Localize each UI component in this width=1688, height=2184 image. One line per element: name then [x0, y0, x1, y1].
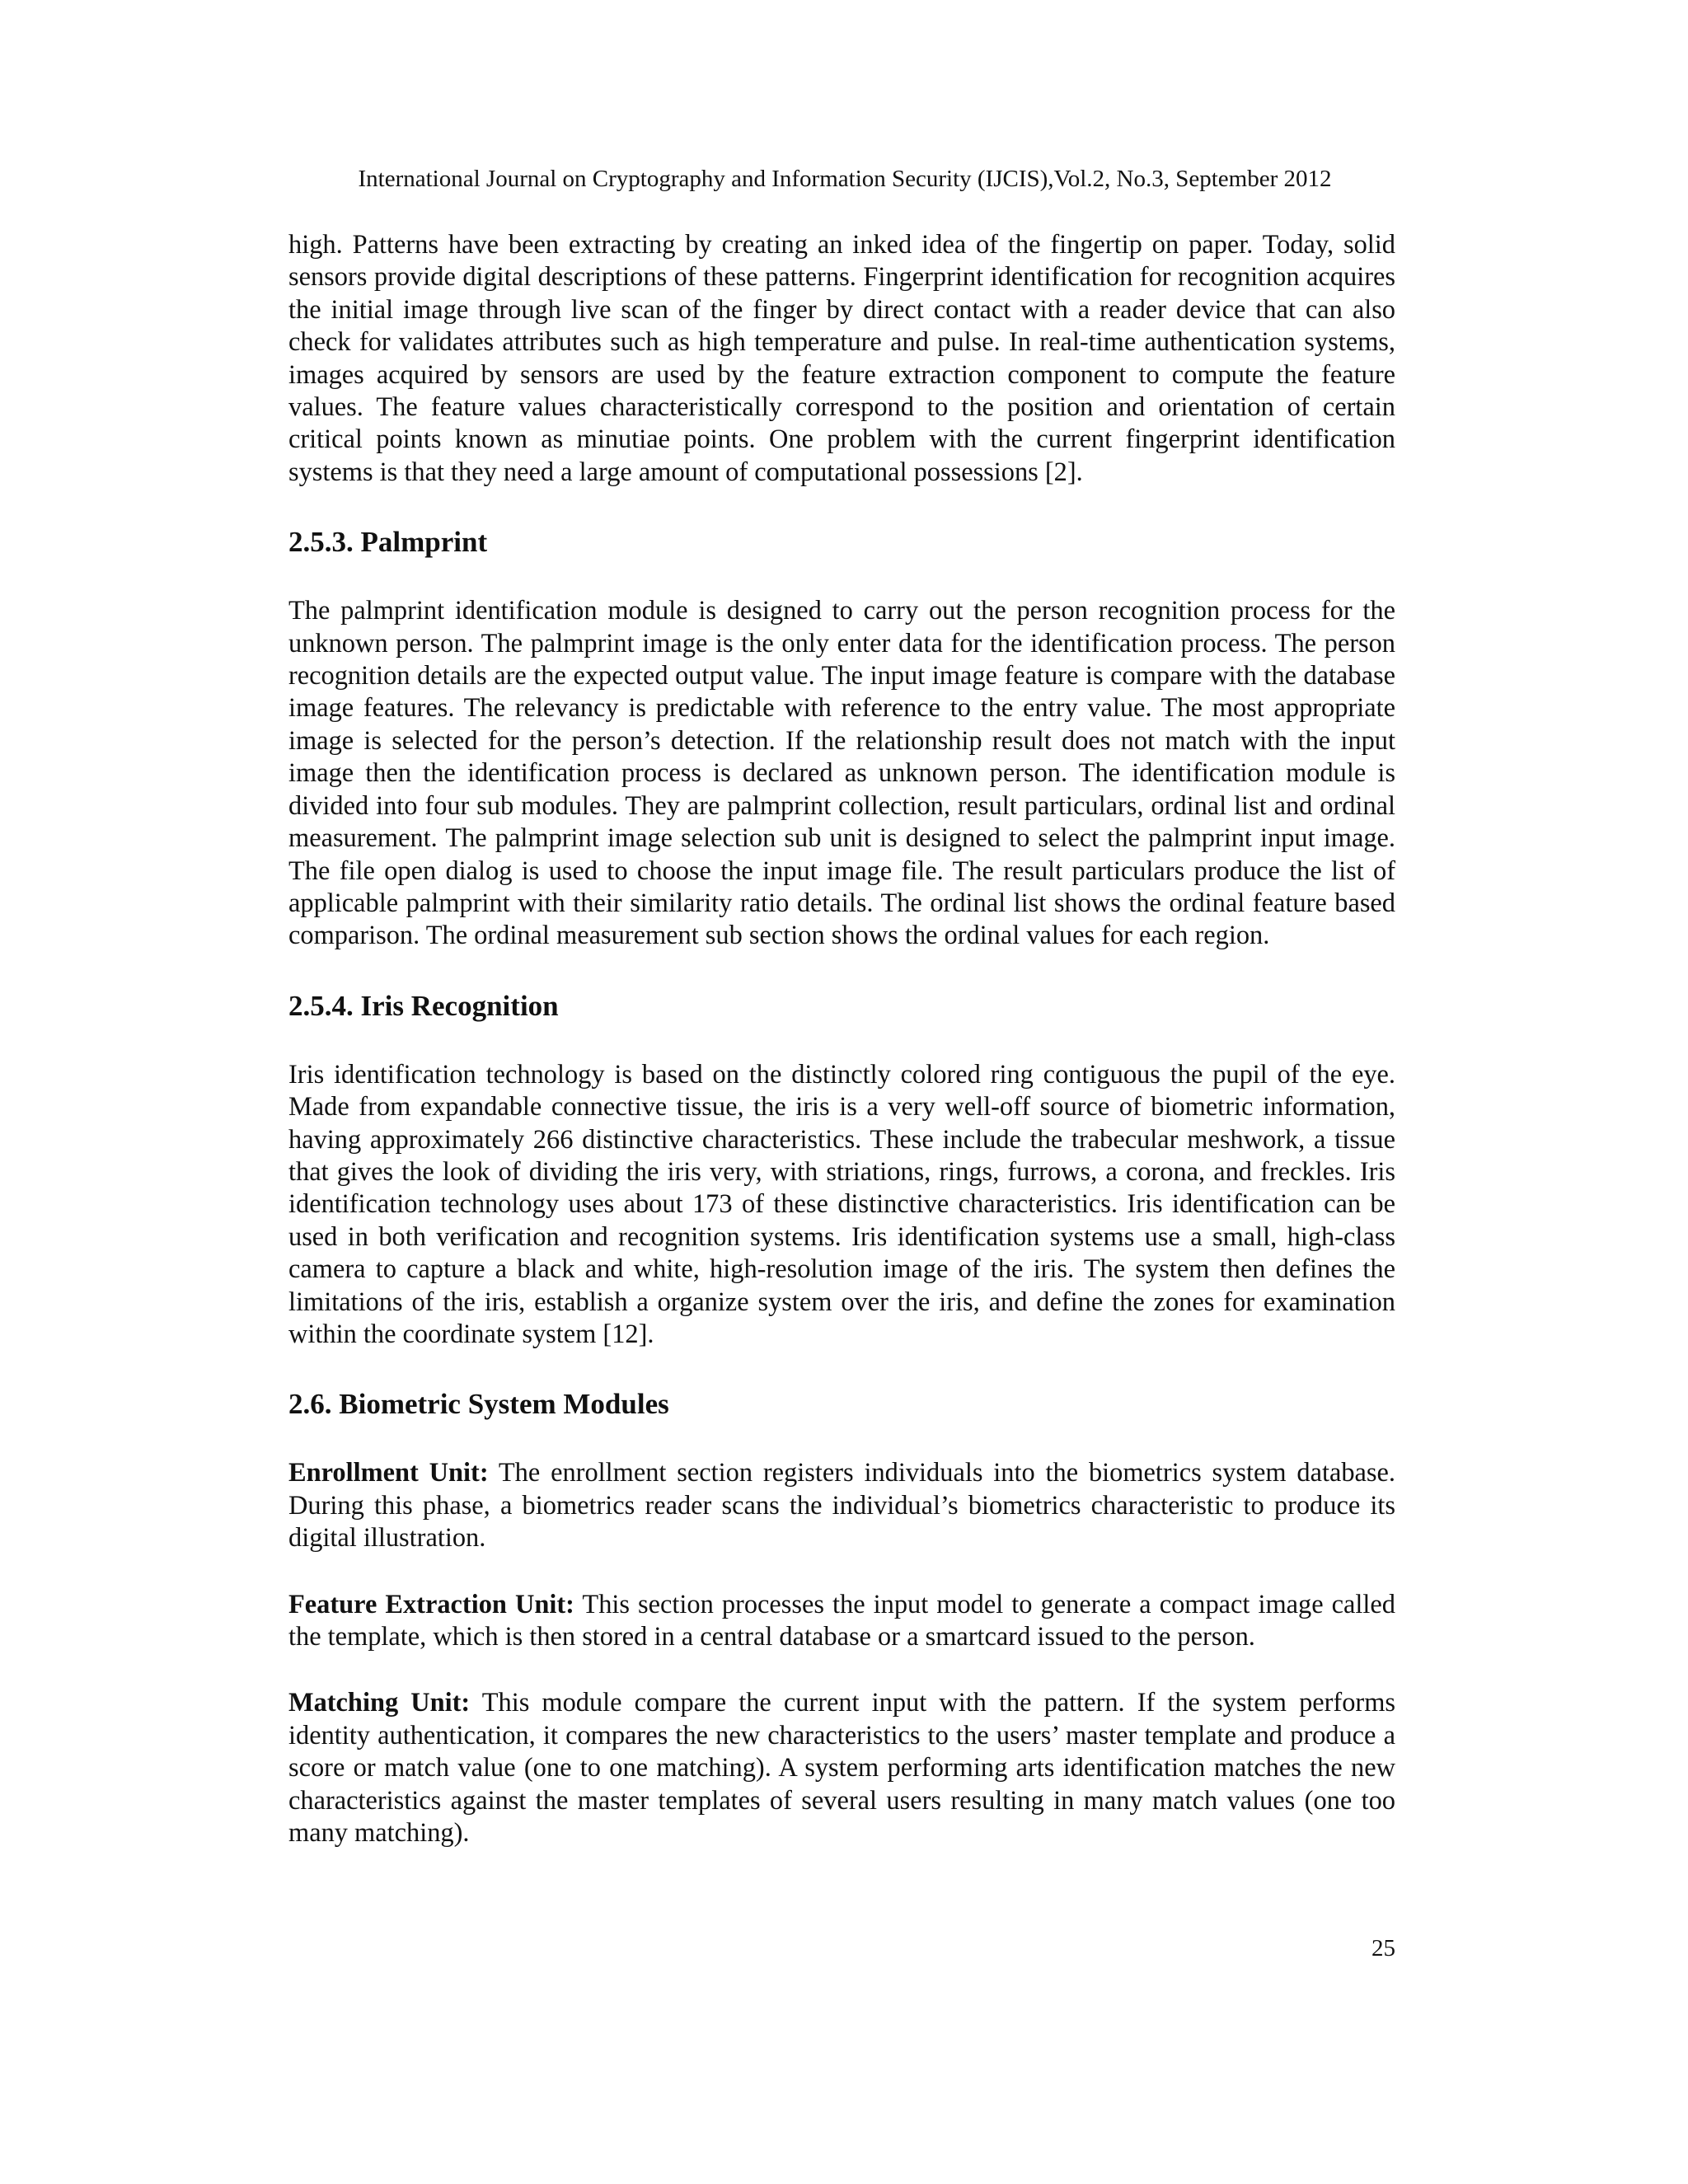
palmprint-paragraph: The palmprint identification module is designed to carry out the person recognition process for the unknown person. The palmprint image is the only enter data for the identification process. The person recognition details are the expected output value. The input image feature is compare with the database image features. The relevancy is predictable with reference to the entry value. The most appropriate image is selected for the person’s detection. If the relationship result does not match with the input image then the identification process is declared as unknown person. The identification module is divided into four sub modules. They are palmprint collection, result particulars, ordinal list and ordinal measurement. The palmprint image selection sub unit is designed to select the palmprint input image. The file open dialog is used to choose the input image file. The result particulars produce the list of applicable palmprint with their similarity ratio details. The ordinal list shows the ordinal feature based comparison. The ordinal measurement sub section shows the ordinal values for each region. — [288, 596, 1395, 951]
enrollment-unit-paragraph — [288, 1457, 1395, 1554]
matching-unit-paragraph — [288, 1687, 1395, 1849]
matching-unit-label: Matching Unit: — [288, 1688, 471, 1718]
section-heading-iris-recognition: 2.5.4. Iris Recognition — [288, 989, 559, 1022]
feature-extraction-unit-label: Feature Extraction Unit: — [288, 1589, 574, 1619]
intro-paragraph: high. Patterns have been extracting by creating an inked idea of the fingertip on paper. Today, solid sensors provide digital descriptions of these patterns. Fingerprint identification for recognition acquires the initial image through live scan of the finger by direct contact with a reader device that can also check for validates attributes such as high temperature and pulse. In real-time authentication systems, images acquired by sensors are used by the feature extraction component to compute the feature values. The feature values characteristically correspond to the position and orientation of certain critical points known as minutiae points. One problem with the current fingerprint identification systems is that they need a large amount of computational possessions [2]. — [288, 230, 1395, 487]
feature-extraction-unit-paragraph — [288, 1589, 1395, 1654]
iris-paragraph: Iris identification technology is based on the distinctly colored ring contiguous the pupil of the eye. Made from expandable connective tissue, the iris is a very well-off source of biometric information, having approximately 266 distinctive characteristics. These include the trabecular meshwork, a tissue that gives the look of dividing the iris very, with striations, rings, furrows, a corona, and freckles. Iris identification technology uses about 173 of these distinctive characteristics. Iris identification can be used in both verification and recognition systems. Iris identification systems use a small, high-class camera to capture a black and white, high-resolution image of the iris. The system then defines the limitations of the iris, establish a organize system over the iris, and define the zones for examination within the coordinate system [12]. — [288, 1059, 1395, 1349]
section-heading-palmprint: 2.5.3. Palmprint — [288, 526, 488, 559]
matching-unit-text: This module compare the current input with the pattern. If the system performs identity authentication, it compares the new characteristics to the users’ master template and produce a score or match value (one to one matching). A system performing arts identification matches the new characteristics against the master templates of several users resulting in many match values (one too many matching). — [288, 1688, 1395, 1849]
page-number: 25 — [1372, 1935, 1395, 1961]
section-heading-biometric-modules: 2.6. Biometric System Modules — [288, 1388, 669, 1421]
enrollment-unit-text: The enrollment section registers individuals into the biometrics system database. During this phase, a biometrics reader scans the individual’s biometrics characteristic to produce its digital illustration. — [288, 1458, 1395, 1554]
running-header: International Journal on Cryptography and Information Security (IJCIS),Vol.2, No.3, September 2012 — [358, 166, 1332, 192]
body-column — [288, 229, 1395, 1849]
enrollment-unit-label: Enrollment Unit: — [288, 1458, 489, 1488]
feature-extraction-unit-text: This section processes the input model to generate a compact image called the template, which is then stored in a central database or a smartcard issued to the person. — [288, 1589, 1396, 1652]
